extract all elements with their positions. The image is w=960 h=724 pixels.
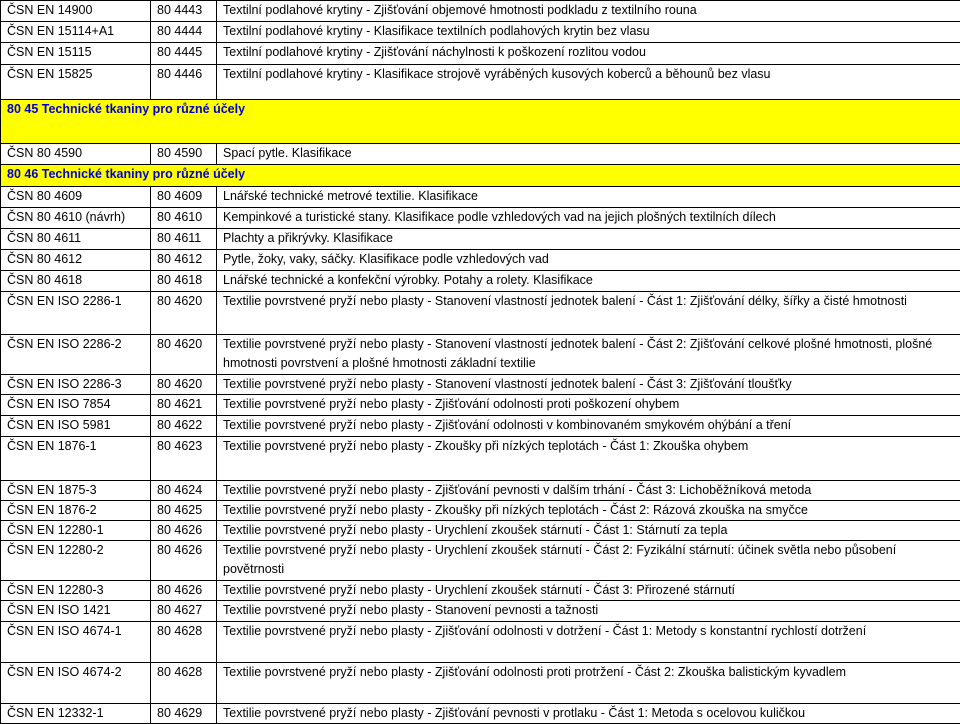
- class-code-cell: 80 4590: [151, 144, 217, 165]
- table-row: [1, 144, 960, 165]
- standard-title-cell: Textilie povrstvené pryží nebo plasty - Urychlení zkoušek stárnutí - Část 1: Stárnutí za tepla: [217, 521, 960, 541]
- standard-title-cell: Lnářské technické metrové textilie. Klasifikace: [217, 187, 960, 208]
- standard-title-cell: Textilie povrstvené pryží nebo plasty - Zkoušky při nízkých teplotách - Část 2: Rázová zkouška na smyčce: [217, 501, 960, 521]
- standard-number-cell: ČSN EN 14900: [1, 1, 151, 22]
- table-row: [1, 541, 960, 581]
- standard-number-cell: ČSN EN ISO 7854: [1, 395, 151, 416]
- standard-title-cell: Pytle, žoky, vaky, sáčky. Klasifikace podle vzhledových vad: [217, 250, 960, 271]
- table-row: [1, 581, 960, 601]
- standard-number-cell: ČSN EN ISO 4674-1: [1, 622, 151, 663]
- table-row: [1, 437, 960, 481]
- table-row: [1, 22, 960, 43]
- standard-number-cell: ČSN EN 1876-1: [1, 437, 151, 481]
- class-code-cell: 80 4610: [151, 208, 217, 229]
- class-code-cell: 80 4618: [151, 271, 217, 292]
- table-row: [1, 375, 960, 395]
- standard-number-cell: ČSN EN 12332-1: [1, 704, 151, 724]
- standard-title-cell: Textilie povrstvené pryží nebo plasty - Zjišťování odolnosti v dotržení - Část 1: Metody s konstantní rychlostí dotržení: [217, 622, 960, 663]
- standard-number-cell: ČSN EN 15115: [1, 43, 151, 65]
- standard-title-cell: Textilie povrstvené pryží nebo plasty - Stanovení pevnosti a tažnosti: [217, 601, 960, 622]
- standard-number-cell: ČSN 80 4610 (návrh): [1, 208, 151, 229]
- section-title: 80 45 Technické tkaniny pro různé účely: [1, 100, 960, 144]
- class-code-cell: 80 4622: [151, 416, 217, 437]
- class-code-cell: 80 4446: [151, 65, 217, 100]
- standard-number-cell: ČSN EN 1875-3: [1, 481, 151, 501]
- class-code-cell: 80 4620: [151, 335, 217, 375]
- section-header-row: [1, 100, 960, 144]
- table-row: [1, 250, 960, 271]
- standard-title-cell: Textilní podlahové krytiny - Klasifikace textilních podlahových krytin bez vlasu: [217, 22, 960, 43]
- class-code-cell: 80 4626: [151, 541, 217, 581]
- standard-title-cell: Textilie povrstvené pryží nebo plasty - Zjišťování pevnosti v protlaku - Část 1: Metoda s ocelovou kuličkou: [217, 704, 960, 724]
- table-row: [1, 271, 960, 292]
- table-row: [1, 663, 960, 704]
- standard-number-cell: ČSN 80 4618: [1, 271, 151, 292]
- standard-title-cell: Textilie povrstvené pryží nebo plasty - Stanovení vlastností jednotek balení - Část 2: Zjišťování celkové plošné hmotnosti, plošné hmotnosti povrstvení a plošné hmotnosti základní textilie: [217, 335, 960, 375]
- class-code-cell: 80 4629: [151, 704, 217, 724]
- standard-number-cell: ČSN EN 12280-2: [1, 541, 151, 581]
- standard-number-cell: ČSN EN ISO 2286-2: [1, 335, 151, 375]
- standard-title-cell: Kempinkové a turistické stany. Klasifikace podle vzhledových vad na jejich plošných textilních dílech: [217, 208, 960, 229]
- table-row: [1, 1, 960, 22]
- standard-title-cell: Lnářské technické a konfekční výrobky. Potahy a rolety. Klasifikace: [217, 271, 960, 292]
- table-row: [1, 416, 960, 437]
- standard-number-cell: ČSN EN 12280-1: [1, 521, 151, 541]
- standard-title-cell: Textilie povrstvené pryží nebo plasty - Zkoušky při nízkých teplotách - Část 1: Zkouška ohybem: [217, 437, 960, 481]
- standard-title-cell: Plachty a přikrývky. Klasifikace: [217, 229, 960, 250]
- standard-title-cell: Textilie povrstvené pryží nebo plasty - Zjišťování odolnosti v kombinovaném smykovém ohýbání a tření: [217, 416, 960, 437]
- standard-title-cell: Textilie povrstvené pryží nebo plasty - Urychlení zkoušek stárnutí - Část 2: Fyzikální stárnutí: účinek světla nebo působení povětrnosti: [217, 541, 960, 581]
- standard-number-cell: ČSN EN 15825: [1, 65, 151, 100]
- standard-number-cell: ČSN EN ISO 5981: [1, 416, 151, 437]
- class-code-cell: 80 4628: [151, 622, 217, 663]
- standard-title-cell: Spací pytle. Klasifikace: [217, 144, 960, 165]
- class-code-cell: 80 4611: [151, 229, 217, 250]
- class-code-cell: 80 4626: [151, 521, 217, 541]
- standard-number-cell: ČSN EN ISO 1421: [1, 601, 151, 622]
- class-code-cell: 80 4623: [151, 437, 217, 481]
- class-code-cell: 80 4444: [151, 22, 217, 43]
- class-code-cell: 80 4445: [151, 43, 217, 65]
- standard-number-cell: ČSN EN 15114+A1: [1, 22, 151, 43]
- table-row: [1, 229, 960, 250]
- standard-title-cell: Textilie povrstvené pryží nebo plasty - Zjišťování odolnosti proti poškození ohybem: [217, 395, 960, 416]
- standard-title-cell: Textilní podlahové krytiny - Klasifikace strojově vyráběných kusových koberců a běhounů bez vlasu: [217, 65, 960, 100]
- standard-number-cell: ČSN 80 4611: [1, 229, 151, 250]
- standard-title-cell: Textilní podlahové krytiny - Zjišťování náchylnosti k poškození rozlitou vodou: [217, 43, 960, 65]
- standard-title-cell: Textilie povrstvené pryží nebo plasty - Zjišťování pevnosti v dalším trhání - Část 3: Lichoběžníková metoda: [217, 481, 960, 501]
- section-header-row: [1, 165, 960, 187]
- table-row: [1, 335, 960, 375]
- table-row: [1, 481, 960, 501]
- class-code-cell: 80 4625: [151, 501, 217, 521]
- standard-number-cell: ČSN EN ISO 4674-2: [1, 663, 151, 704]
- section-title: 80 46 Technické tkaniny pro různé účely: [1, 165, 960, 187]
- table-row: [1, 208, 960, 229]
- standard-number-cell: ČSN EN 1876-2: [1, 501, 151, 521]
- standard-number-cell: ČSN 80 4590: [1, 144, 151, 165]
- standard-title-cell: Textilie povrstvené pryží nebo plasty - Stanovení vlastností jednotek balení - Část 1: Zjišťování délky, šířky a čisté hmotnosti: [217, 292, 960, 335]
- table-row: [1, 292, 960, 335]
- class-code-cell: 80 4609: [151, 187, 217, 208]
- standard-title-cell: Textilní podlahové krytiny - Zjišťování objemové hmotnosti podkladu z textilního rouna: [217, 1, 960, 22]
- class-code-cell: 80 4620: [151, 375, 217, 395]
- standard-title-cell: Textilie povrstvené pryží nebo plasty - Urychlení zkoušek stárnutí - Část 3: Přirozené stárnutí: [217, 581, 960, 601]
- table-row: [1, 704, 960, 724]
- table-row: [1, 187, 960, 208]
- table-row: [1, 395, 960, 416]
- table-row: [1, 65, 960, 100]
- class-code-cell: 80 4620: [151, 292, 217, 335]
- standard-title-cell: Textilie povrstvené pryží nebo plasty - Zjišťování odolnosti proti protržení - Část 2: Zkouška balistickým kyvadlem: [217, 663, 960, 704]
- standard-number-cell: ČSN EN ISO 2286-3: [1, 375, 151, 395]
- standard-title-cell: Textilie povrstvené pryží nebo plasty - Stanovení vlastností jednotek balení - Část 3: Zjišťování tloušťky: [217, 375, 960, 395]
- standard-number-cell: ČSN EN 12280-3: [1, 581, 151, 601]
- standard-number-cell: ČSN 80 4609: [1, 187, 151, 208]
- class-code-cell: 80 4626: [151, 581, 217, 601]
- class-code-cell: 80 4628: [151, 663, 217, 704]
- table-row: [1, 501, 960, 521]
- standard-number-cell: ČSN EN ISO 2286-1: [1, 292, 151, 335]
- table-row: [1, 521, 960, 541]
- class-code-cell: 80 4612: [151, 250, 217, 271]
- class-code-cell: 80 4443: [151, 1, 217, 22]
- class-code-cell: 80 4621: [151, 395, 217, 416]
- standard-number-cell: ČSN 80 4612: [1, 250, 151, 271]
- class-code-cell: 80 4624: [151, 481, 217, 501]
- table-row: [1, 601, 960, 622]
- table-row: [1, 43, 960, 65]
- class-code-cell: 80 4627: [151, 601, 217, 622]
- table-row: [1, 622, 960, 663]
